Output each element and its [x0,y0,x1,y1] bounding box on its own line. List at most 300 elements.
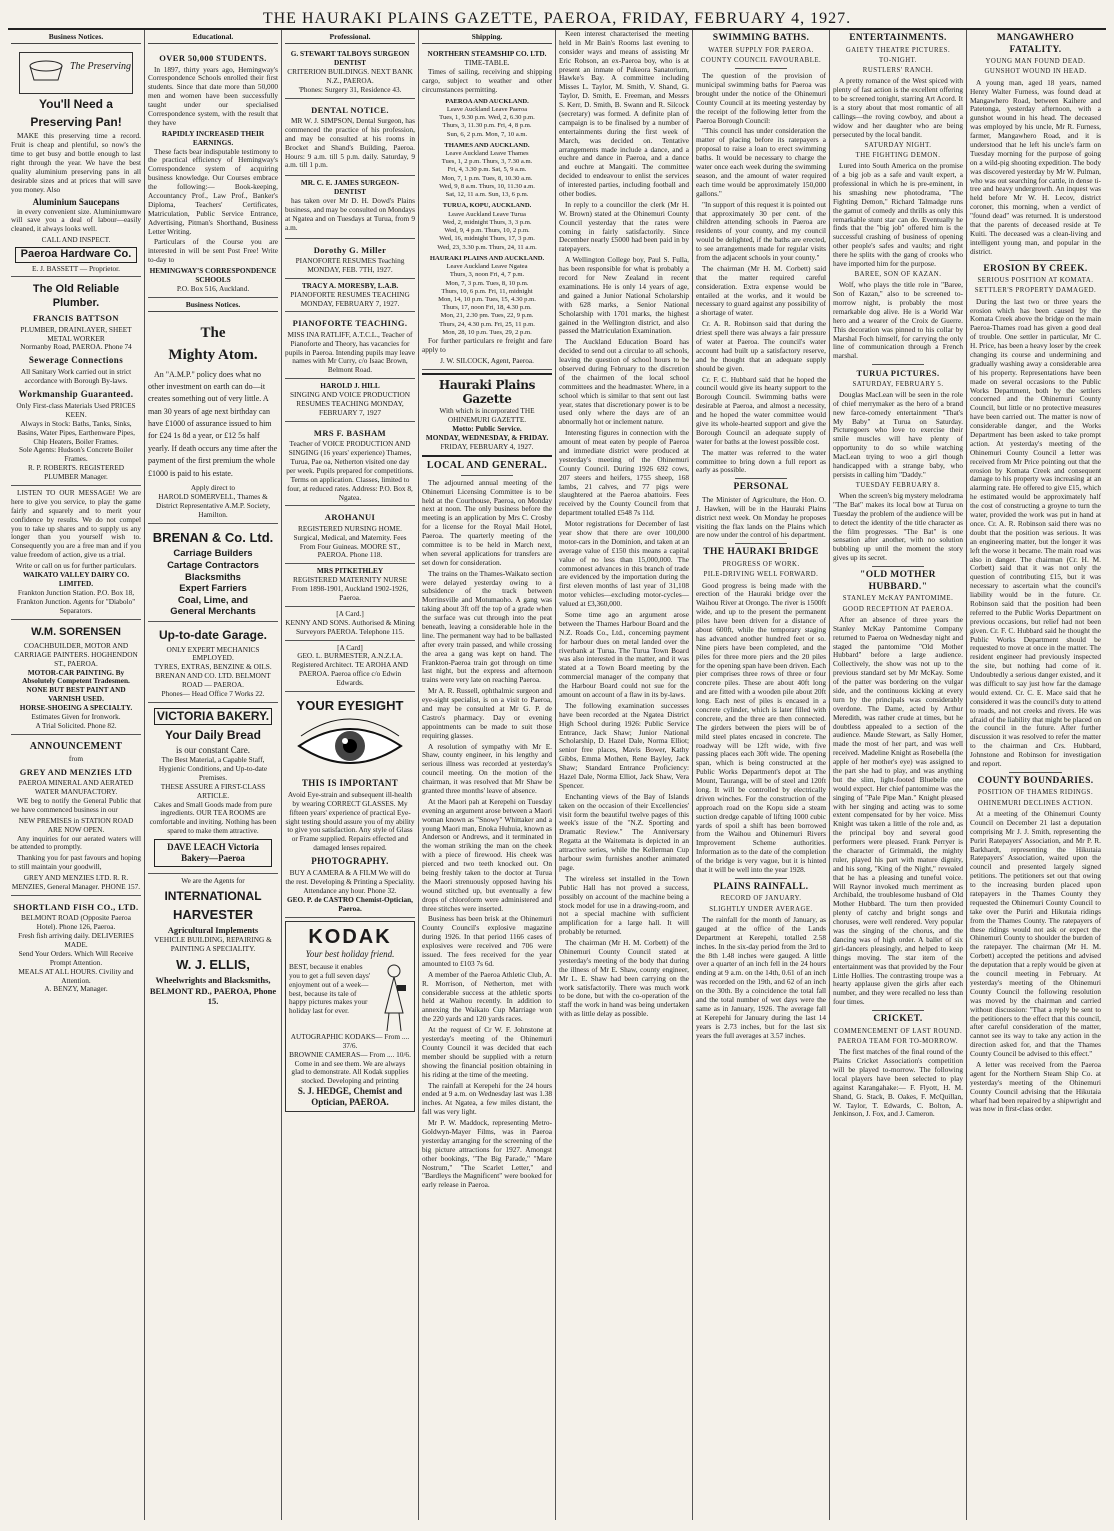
woman-figure-icon [377,963,411,1033]
shop-proprietor: E. J. BASSETT — Proprietor. [31,263,121,273]
talboys-ad [285,47,415,98]
column-3 [282,30,419,1520]
bakery-cakes: Cakes and Small Goods made from pure ingredients. OUR TEA ROOMS are comfortable and inviting. Nothing has been spared to make them attractive. [149,799,277,836]
erosion-sub2: SETTLER'S PROPERTY DAMAGED. [974,287,1097,295]
hill-ad [285,379,415,422]
listen-write: Write or call on us for further particulars. [15,561,137,571]
brenan-line-6: General Merchants [170,606,256,618]
divider [735,543,787,544]
timetable-row: Thurs, 3, 11.30 p.m. Fri, 4, 8 p.m. [442,122,532,130]
news-paragraph: "In support of this request it is pointed out that approximately 30 per cent. of the children attending schools in Paeroa are residents of your county, and my council would be delighted, if the baths are erected, to see arrangements made for regular visits from the adjacent schools in your county." [696,199,826,262]
kodak-price-2: BROWNIE CAMERAS— From .... 10/6. [289,1049,411,1059]
eyesight-signature: GEO. P. de CASTRO Chemist-Optician, Paeroa. [286,894,414,913]
bridge-sub: PROGRESS OF WORK. [722,560,800,568]
ent-saturday: SATURDAY NIGHT. [864,141,932,149]
local-general-paragraphs [422,479,552,1190]
fatality-body: A young man, aged 18 years, named Henry Walter Furness, was found dead at Mangawhero Road, between Kaihere and Patetonga, yesterday afternoon, with a gunshot wound in his head. The deceased was employed by his uncle, Mr R. Furness, farmer, Mangawhero Road, and it is understood that he left his uncle's farm on Tuesday morning for the purpose of going on a wild-pig shooting expedition. The body was discovered yesterday by Mr W. Pulman, who was out searching for cattle, in dense ti-tree and heavy undergrowth. An inquest was held before Mr W. H. Lecov, district coroner, this morning, when a verdict of "found dead" was returned. It is understood that the parents of deceased reside at Te Kuiti. The deceased was a clean-living and intelligent young man, and popular in the district. [970,77,1101,256]
pitkethley-ad [285,564,415,607]
turua-saturday: SATURDAY, FEBRUARY 5. [852,380,944,388]
gazette-nameplate [422,373,552,457]
column-header: Educational. [148,30,278,44]
divider [461,475,513,476]
column-2 [145,30,282,1520]
plumber-address: Normanby Road, PAEROA. Phone 74 [20,342,132,352]
personal-title: PERSONAL [733,482,789,493]
cricket-sub: COMMENCEMENT OF LAST ROUND. [833,1027,963,1035]
timetable-row: Wed, 23, 3.30 p.m. Thurs, 24, 11 a.m. [437,243,537,251]
gazette-title: Hauraki Plains Gazette [438,377,536,407]
erosion-sub: SERIOUS POSITION AT KOMATA. [977,277,1094,285]
fish-address: BELMONT ROAD (Opposite Paeroa Hotel). Phone 126, Paeroa. [21,913,131,932]
kodak-tag: Your best holiday friend. [305,948,395,959]
pan-icon [26,56,66,84]
plumber-stock: Always in Stock: Baths, Tanks, Sinks, Basins, Water Pipes, Earthenware Pipes, Chip Heaters, Boiler Frames. [17,418,135,446]
news-paragraph: Mr A. R. Russell, ophthalmic surgeon and eye-sight specialist, is on a visit to Paeroa, and may be consulted at Mr G. P. de Castro's pharmacy. Day or evening appointments can be made to suit those requiring glasses. [422,686,552,740]
brenan-line-1: Carriage Builders [173,548,253,560]
burmester-title: [A Card] [337,642,363,652]
bakery-assure: THESE ASSURE A FIRST-CLASS ARTICLE. [160,781,266,800]
timetable-row: Wed, 2, midnight Thurs, 3, 3 p.m. [442,218,532,226]
timetable-columns: Leave Auckland Leave Ngatea [446,263,528,271]
pitkethley-title: MRS PITKETHLEY [316,566,384,576]
ent-title: ENTERTAINMENTS. [849,33,947,43]
timetable-columns: Leave Auckland Leave Thames [445,150,529,157]
divider [735,878,787,879]
piano-title: PIANOFORTE TEACHING. [292,318,408,329]
fish-title: SHORTLAND FISH CO., LTD. [13,901,139,912]
hubbard-sub2: GOOD RECEPTION AT PAEROA. [842,605,954,613]
plumber-agents: Sole Agents: Hudson's Concrete Boiler Frames. [19,445,133,464]
columns [8,30,1106,1520]
workmanship-heading: Workmanship Guaranteed. [18,389,134,400]
timetable-row: Thurs, 10, 6 p.m. Fri, 11, midnight [441,287,533,295]
bridge-sub2: PILE-DRIVING WELL FORWARD. [703,571,819,579]
garage-line-2: TYRES, EXTRAS, BENZINE & OILS. [154,662,272,672]
moresby-title: TRACY A. MORESBY, L.A.B. [301,280,399,290]
timetable-row: Mon, 7, 3 p.m. Tues, 8, 10 p.m. [445,279,529,287]
timetable-row: Mon, 21, 2.30 pm. Tues, 22, 9 p.m. [440,312,534,320]
plumber-manager: R. P. ROBERTS. REGISTERED PLUMBER Manager. [27,463,125,482]
news-paragraph: At the Maori pah at Kerepehi on Tuesday evening an argument arose between a Maori woman known as "Snowy" Whittaker and a young Maori man, Enoka Huhuia, known as Anderson or Andrews, and it terminated in the woman striking the man on the cheek with a piece of firewood. His cheek was pierced and two teeth knocked out. On being freshly taken to the doctor at Turua the Maori strenuously opposed having his wound stitched up, but eventually a few drops of chloroform were administered and three stitches were inserted. [422,796,552,913]
news-paragraph: Mr P. W. Maddock, representing Metro-Goldwyn-Mayer Films, was in Paeroa yesterday arranging for the screening of the big picture attractions for 1927. Amongst other bookings, "The Big Parade," "Mare Nostrum," "The Scarlet Letter," and "Bardleys the Magnificent" were booked for early release in Paeroa. [422,1118,552,1190]
students-body2: These facts bear indisputable testimony to the practical efficiency of Hemingway's Correspondence system of acquiring business knowledge. Our Courses embrace the following:— Book-keeping, Accountancy Prof., Law Prof., Banker's Diploma, Teachers' Certificates, Matriculation, Public Service Entrance, Advertising, Pitman's Shorthand, Business Letter Writing. [148,146,278,236]
preserving-body: MAKE this preserving time a record. Fruit is cheap and plentiful, so now's the time to get busy and bottle enough to last right through the year. We have the best quality aluminium preserving pans in all desirable sizes and at prices that will save you money. Also [11,131,141,194]
turua-body2: When the screen's big mystery melodrama "The Bat" makes its local bow at Turua on Tuesday the problem of the audience will be to detect the identity of the title character as the film progresses. "The Bat" is one sensation after another, with no solution bubbling up until the moment the story gives up its secret. [833,491,963,563]
news-paragraph: In reply to a councillor the clerk (Mr H. W. Brown) stated at the Ohinemuri County Council yesterday that the rates were coming in fairly satisfactorily. Since December nearly £5000 had been paid in by ratepayers. [559,199,689,254]
gazette-date: FRIDAY, FEBRUARY 4, 1927. [440,441,534,451]
kodak-signature: S. J. HEDGE, Chemist and Optician, PAEROA. [297,1086,403,1108]
eyesight-ad [285,692,415,917]
harvester-t2: HARVESTER [173,906,253,922]
eye-icon [295,718,405,774]
students-body: In 1897, thirty years ago, Hemingway's Correspondence Schools enrolled their first students. Since that date more than 50,000 men and women have been successfully taught under our specialised Correspondence system, with the result that they have [148,64,278,127]
local-general-heading: LOCAL AND GENERAL. [426,459,548,471]
sewerage-heading: Sewerage Connections [28,355,124,366]
news-paragraph: Some time ago an argument arose between the Thames Harbour Board and the N.Z. Roads Co., Ltd., concerning payment for harbour dues on metal landed over the riverbank at Turua. The Turua Town Board was also interested in the matter, and it was stated at a Town Board meeting by the commercial manager of the company that the Harbour Board could not sue for the amount on account of a flaw in its by-laws. [559,610,689,700]
bridge-title: THE HAURAKI BRIDGE [703,547,819,558]
cricket-sub2: PAEROA TEAM FOR TO-MORROW. [837,1037,959,1045]
news-paragraph: Business has been brisk at the Ohinemuri County Council's explosive magazine during 1926. In that period 1166 cases of explosives were received and 706 were issued. The fees received for the year amounted to £103 7s 6d. [422,914,552,968]
ellis-name: W. J. ELLIS, [176,956,250,972]
aluminium-heading: Aluminium Saucepans [32,196,120,207]
brenan-line-5: Coal, Lime, and [177,594,249,606]
bakery-h2: is our constant Care. [176,745,250,756]
rain-title: PLAINS RAINFALL. [713,881,809,892]
plumber-ad [11,277,141,486]
garage-line-1: ONLY EXPERT MECHANICS EMPLOYED. [166,644,260,663]
timetable-row: Tues, 1, 2 p.m. Thurs, 3, 7.30 a.m. [441,158,533,166]
dairy-address: Frankton Junction Station. P.O. Box 18, Frankton Junction. Agents for "Diabolo" Separators. [16,587,136,615]
announcement-title: ANNOUNCEMENT [29,740,123,752]
moresby-body: PIANOFORTE RESUMES TEACHING MONDAY, FEBRUARY 7, 1927. [290,289,410,308]
divider [872,1010,924,1011]
burmester-ad [285,641,415,692]
harvester-line: VEHICLE BUILDING, REPAIRING & PAINTING A SPECIALITY. [154,934,272,953]
pitkethley-body: REGISTERED MATERNITY NURSE From 1898-1901, Auckland 1902-1926, Paeroa. [291,575,409,603]
steamship-agent: J. W. SILCOCK, Agent, Paeroa. [440,355,534,365]
timetable-title: PAEROA AND AUCKLAND. [445,97,529,105]
basham-title: MRS F. BASHAM [313,427,387,438]
ent-baree: BAREE, SON OF KAZAN. [854,270,942,278]
garage-line-4: Phones— Head Office 7 Works 22. [161,688,265,698]
basham-body: Teacher of VOICE PRODUCTION AND SINGING (16 years' experience) Thames, Turua, Pae oa, Netherton visited one day per week. Pupils prepared for competitions. Terms on application. Classes, limited to four, at reduced rates. Address: P.O. Box 8, Ngatea. [286,439,414,502]
column-4 [419,30,556,1520]
dairy-company: WAIKATO VALLEY DAIRY CO. LIMITED. [22,570,130,588]
kodak-ad [285,921,415,1113]
timetable-row: Wed, 9, 4 p.m. Thurs, 10, 2 p.m. [444,227,530,235]
dental-body: MR W. J. SIMPSON, Dental Surgeon, has commenced the practice of his profession, and may be consulted at his rooms in Brocket and Shand's Building, Paeroa. Hours: 9 a.m. till 5 p.m. daily. Saturday, 9 a.m. till 1 p.m. [285,115,415,170]
hemingway-box: P.O. Box 516, Auckland. [176,283,250,293]
hubbard-body: After an absence of three years the Stanley McKay Pantomime Company returned to Paeroa on Wednesday night and staged the pantomime "Old Mother Hubbard" before a large audience. Collectively, the show was not up to the previous standard set by Mr McKay. Some of the patter was bordering on the vulgar side, and the continuous kicking at every turn by the principals was considerably overdone. The Dame, acted by Arthur Meredith, was rather crude at times, but he doubtless appealed to a section of the audience. Maude Stewart, as Sally Homer, made the most of her part, and was well received. Madeline Knight as Rosebella (the apple of her mother's eye) was assigned to the part she had to play, and was anything but the slim, light-footed Bluebelle one would expect. Her chief pantomime was the singing of "Pale Pipe Man." Knight pleased with her singing and acting was to some extent compensated for by her voice. Miss Knight was taken a little of the role and, as the principal boy and several good performers were pleased. Frank Perryer is the character of Grimmaldi, the mighty ruler, played his part with mature dignity, and his song, "King of the Night," revealed that he has a pleasing and tuneful voice. Will Raynor invoked much merriment as Archibald, the troublesome husband of Old Mother Hubbard. The turn then provided plenty of catchy and bright songs and choruses, were well rendered. Very popular was the singing of the chorus, and the dancing was of high order. A ballet of six girl-dancers pleasingly, and helped to keep things moving. The star item of the entertainment was that provided by the Four Little Hollies. The contrasting troupe was a hearty applause given the girls after each number, and they were recalled no less than four times. [833,614,963,1007]
photography-title: PHOTOGRAPHY. [311,856,389,867]
news-paragraph: The question of the provision of municipal swimming baths for Paeroa was brought under the notice of the Ohinemuri County Council at its meeting yesterday by the receipt of the following letter from the Paeroa Borough Council: [696,71,826,125]
gazette-motto: Motto: Public Service. [452,423,522,433]
personal-body: The Minister of Agriculture, the Hon. O. J. Hawken, will be in the Hauraki Plains district next week. On Monday he proposes visiting the flax lands on the Plains which are now under the control of his department. [696,494,826,540]
james-body: has taken over Mr D. H. Dowd's Plains business, and may be consulted on Mondays at Ngatea and on Tuesdays at Turua, from 9 a.m. [285,196,415,232]
timetable-row: Mon, 7, 1 p.m. Tues, 8, 10.30 a.m. [441,174,533,182]
news-paragraph: Cr. A. R. Robinson said that during the driest spell there was always a fair pressure of water at Paeroa. The council's water account had built up a satisfactory reserve, and he thought that an adequate supply should be given. [696,319,826,373]
swimming-sub2: COUNTY COUNCIL FAVOURABLE. [700,56,822,64]
kenny-body: KENNY AND SONS. Authorised & Mining Surveyors PAEROA. Telephone 115. [285,617,415,636]
arohanui-title: AROHANUI [324,512,376,523]
ent-tonight: TO-NIGHT. [878,56,918,64]
news-paragraph: The trains on the Thames-Waikato section were delayed yesterday owing to a subsidence of the track between Morrinsville and Motumaoho. A gang was taking about 3ft off the top of a grade when the surface was cut through into the peat beneath, leaving a considerable hole in the line. The permanent way had to be ballasted after every train passed, and while crossing the area a gang was kept on hand. The Frankton-Paeroa train got through on time last night, but the express and afternoon trains were very late on reaching Paeroa. [422,568,552,685]
timetable-row: Thurs, 24, 4.30 p.m. Fri, 25, 11 p.m. [439,320,535,328]
kodak-body-row [289,963,411,1033]
eyesight-important: THIS IS IMPORTANT [301,777,399,788]
eyesight-title: YOUR EYESIGHT [296,698,404,714]
rain-sub: RECORD OF JANUARY. [720,895,802,903]
dental-title: DENTAL NOTICE. [311,104,389,115]
news-paragraphs [559,30,689,1019]
harvester-agents: We are the Agents for [181,876,245,886]
ent-fighting: THE FIGHTING DEMON. [855,151,941,159]
preserving-h2: Preserving Pan! [30,114,122,129]
timetable-row: Thurs, 3, noon Fri, 4, 7 p.m. [449,271,525,279]
news-paragraph: The rainfall at Kerepehi for the 24 hours ended at 9 a.m. on Wednesday last was 1.38 inches. At Ngatea, a few miles distant, the fall was very light. [422,1080,552,1117]
workmanship-body: Only First-class Materials Used PRICES KEEN. [16,401,136,419]
gazette-days: MONDAY, WEDNESDAY, & FRIDAY. [425,432,549,442]
harvester-t1: INTERNATIONAL [164,888,262,903]
announcement-mfr: PAEROA MINERAL AND AERATED WATER MANUFACTORY. [18,778,134,797]
miller-ad [285,239,415,279]
cricket-title: CRICKET. [873,1014,923,1025]
masthead: THE HAURAKI PLAINS GAZETTE, PAEROA, FRIDAY, FEBRUARY 4, 1927. [8,6,1106,30]
announcement-body: WE beg to notify the General Public that we have commenced business in our [11,796,141,814]
arohanui-ad [285,506,415,564]
sorensen-title: W.M. SORENSEN [31,625,121,638]
swimming-sub: WATER SUPPLY FOR PAEROA. [708,46,814,54]
announcement-from: from [68,754,84,763]
hill-title: HAROLD J. HILL [320,381,380,391]
ellis-trade: Wheelwrights and Blacksmiths, [155,975,271,986]
news-paragraph: Motor registrations for December of last year show that there are over 100,000 motor-cars in the Dominion, and taken at an average value of £150 this means a capital value of no less than 15,000,000. The commonest advances in this branch of trade are evidenced by the importation during the first eleven months of last year of 31,108 motor vehicles—excluding motor-cycles—valued at £3,360,000. [559,519,689,609]
steamship-ad [422,47,552,370]
boundaries-title: COUNTY BOUNDARIES. [977,775,1094,786]
sorensen-trial: A Trial Solicited. Phone 82. [35,720,117,730]
basham-ad [285,422,415,507]
bakery-h1: Your Daily Bread [165,727,261,742]
miller-title: Dorothy G. Miller [313,244,387,255]
rain-sub2: SLIGHTLY UNDER AVERAGE. [709,905,813,913]
news-paragraph: The matter was referred to the water committee to bring down a full report as early as possible. [696,447,826,475]
kenny-ad [285,607,415,641]
timetable-title: THAMES AND AUCKLAND. [444,141,530,149]
column-6 [693,30,830,1520]
plumber-title: The Old Reliable Plumber. [32,283,120,309]
timetable-row: Sat, 12, 11 a.m. Sun, 13, 6 p.m. [445,191,529,199]
plumber-name: FRANCIS BATTSON [33,313,119,324]
steamship-note: Times of sailing, receiving and shipping cargo, subject to weather and other circumstances permitting. [422,66,552,94]
burmester-body: GEO. L. BURMESTER, A.N.Z.I.A. Registered Architect. TE AROHA AND PAEROA. Paeroa office c/o Edwin Edwards. [291,651,409,688]
atom-body: An "A.M.P." policy does what no other investment on earth can do—it creates something out of very little. A man 30 years of age next birthday can have £1000 of assurance issued to him for £24 1s 8d a year, or £12 5s half yearly. If death occurs any time after the payment of the first premium the whole £1000 is paid to his estate. [148,369,278,478]
column-5 [556,30,693,1520]
atom-title-1: The [200,324,226,341]
fish-fresh: Fresh fish arriving daily. DELIVERIES MADE. [18,931,134,949]
brenan-line-2: Cartage Contractors [167,560,259,572]
column-1 [8,30,145,1520]
announcement-premises: NEW PREMISES in STATION ROAD ARE NOW OPEN. [18,815,134,834]
shop-name: Paeroa Hardware Co. [15,247,137,262]
students-rapid: RAPIDLY INCREASED THEIR EARNINGS. [161,128,265,147]
timetable-row: Wed, 16, midnight Thurs, 17, 3 p.m. [439,235,535,243]
divider [872,566,924,567]
garage-ad [148,622,278,703]
moresby-ad [285,279,415,313]
sorensen-horse: HORSE-SHOEING A SPECIALTY. [19,703,133,713]
fish-order: Send Your Orders. Which Will Receive Prompt Attention. [18,948,134,967]
kodak-come: Come in and see them. We are always glad to demonstrate. All Kodak supplies stocked. Developing and printing [291,1058,409,1086]
preserving-h1: You'll Need a [39,97,113,112]
bakery-signature: DAVE LEACH Victoria Bakery—Paeroa [154,839,272,867]
erosion-title: EROSION BY CREEK. [983,263,1088,274]
turua-tuesday: TUESDAY FEBRUARY 8. [855,481,941,489]
news-paragraph: Keen interest characterised the meeting held in Mr Bain's Rooms last evening to consider ways and means of assisting Mr Eric Robson, an ex-Paeroa boy, who is at present an inmate of Pukeora Sanatorium, Hawke's Bay. A committee including Misses L. Taylor, M. Smith, V. Shand, G. Taylor, D. Smith, E. Freeman, and Messrs S. Kerr, D. Smith, B. Swann and R. Silcock (secretary) was formed. A definite plan of campaign is to be finalised by a number of entertainments during the first week of March, was decided on. Tentative arrangements made include a dance, and a euchre and dance in Paeroa, and a dance and euchre at Mangaiti. The committee decided to endeavour to enlist the services of interested parties, including football and other bodies. [559,30,689,199]
sorensen-estimates: Estimates Given for Ironwork. [31,712,121,722]
talboys-address: CRITERION BUILDINGS. NEXT BANK N.Z., PAEROA. [287,66,413,85]
divider [735,478,787,479]
ent-gaiety: GAIETY THEATRE PICTURES. [845,46,951,54]
james-title: MR. C. E. JAMES SURGEON-DENTIST [300,178,400,197]
garage-title: Up-to-date Garage. [158,627,267,642]
news-paragraph: The Auckland Education Board has decided to send out a circular to all schools, leaving the question of school hours to be observed during February to the discretion of the chairmen of the local school committees and the headmaster. Where, in a school which is similar to that sent out last year, states that discretionary power is to be used only where the days are of an abnormally hot or inclement nature. [559,337,689,427]
fatality-sub: YOUNG MAN FOUND DEAD. [985,58,1086,66]
piano-body: MISS INA RATLIFF, A.T.C.L., Teacher of Pianoforte and Theory, has vacancies for pupils in Paeroa. Intending pupils may leave names with Mr Curry, c/o Isaac Brown, Belmont Road. [285,329,415,375]
timetable-row: Mon, 28, 10 p.m. Tues, 29, 2 p.m. [442,328,532,336]
news-paragraph: A member of the Paeroa Athletic Club, A. R. Morrison, of Netherton, met with considerable success at the athletic sports held at Waihou recently. In addition to annexing the Waikato Cup Marriage won the 220 yards and 120 yards races. [422,969,552,1024]
hardware-ad [11,47,141,277]
news-paragraph: A Wellington College boy, Paul S. Fulla, has been responsible for what is probably a record for New Zealand in recent examinations. He is only 14 years of age, and gained a Junior National Scholarship with 628 marks, a Senior National Scholarship with 1701 marks, the highest gained in the Wellington district, and also passed the Matriculation Examination. [559,255,689,336]
ellis-address: BELMONT RD., PAEROA, Phone 15. [149,985,277,1007]
harvester-t3: Agricultural Implements [167,925,259,936]
timetable-title: TURUA, KOPU, AUCKLAND. [442,202,532,210]
talboys-title: G. STEWART TALBOYS SURGEON DENTIST [290,49,410,68]
sorensen-trade: COACHBUILDER, MOTOR AND CARRIAGE PAINTERS. HOGHENDON ST., PAEROA. [14,640,138,668]
kodak-body: BEST, because it enables you to get a full seven days' enjoyment out of a week—best, because its tale of happy pictures makes your holiday last for ever. [289,961,371,1016]
garage-line-3: BRENAN AND CO. LTD. BELMONT ROAD — PAEROA. [155,671,271,690]
fatality-title: MANGAWHERO FATALITY. [996,33,1075,55]
fish-manager: A. BENZY, Manager. [44,984,108,994]
news-paragraph: A resolution of sympathy with Mr E. Shaw, county engineer, in his lengthy and serious illness was recorded at yesterday's council meeting. On the motion of the chairman, it was resolved that Mr Shaw be granted three months' leave of absence. [422,741,552,795]
bakery-title: VICTORIA BAKERY. [154,708,272,725]
announcement-firm: GREY AND MENZIES LTD [19,766,133,777]
divider [1009,772,1061,773]
ent-body2: Lured into South America on the promise of a big job as a safe and vault expert, a professional in which he is pre-eminent, in his smashing new photodrama, "The Fighting Demon," Richard Talmadge runs the gamut of comedy and thrills as only this remarkable stunt star can do. Eventually he finds that the "big job" offered him is the successful crashing of business of opening other people's safes and vaults; and right there he splits with the gang of crooks who have imported him for the purpose. [833,161,963,269]
gazette-incorporated: With which is incorporated THE OHINEMURI GAZETTE. [439,406,535,424]
divider [1009,260,1061,261]
timetable-columns: Leave Auckland Leave Paeroa [446,105,528,113]
timetable-row: Mon, 14, 10 p.m. Tues, 15, 4.30 p.m. [438,295,536,303]
announcement-enquiries: Any inquiries for our aerated waters will be attended to promptly. [11,833,141,852]
brenan-line-4: Expert Farriers [179,583,247,595]
piano-ad [285,312,415,379]
news-paragraph: The wireless set installed in the Town Public Hall has not proved a success, possibly on account of the machine being a stock model for use in a drawing-room, and not a special machine with sufficient amplification for a large hall. It will probably be returned. [559,873,689,937]
students-title: OVER 50,000 STUDENTS. [159,53,267,64]
timetables [422,98,552,338]
dental-ad [285,99,415,177]
timetable-row: Wed, 9, 8 a.m. Thurs, 10, 11.30 a.m. [439,182,535,190]
preserving-script: The Preserving [70,61,132,73]
hemingway-ad [148,47,278,298]
column-subheader: Business Notices. [148,298,278,312]
news-paragraph: At the request of Cr W. F. Johnstone at yesterday's meeting of the Ohinemuri County Council it was decided that each member should be supplied with a return showing the financial position obtaining in his riding at the time of the meeting. [422,1025,552,1079]
boundaries-sub2: OHINEMURI DECLINES ACTION. [977,799,1094,807]
divider [735,68,787,69]
call-inspect: CALL AND INSPECT. [41,235,111,245]
sorensen-paint: NONE BUT BEST PAINT AND VARNISH USED. [26,685,126,704]
sorensen-painting: MOTOR-CAR PAINTING. By Absolutely Competent Tradesmen. [22,667,130,686]
bakery-ad [148,703,278,874]
news-paragraph: The adjourned annual meeting of the Ohinemuri Licensing Committee is to be held at the Courthouse, Paeroa, on Monday next at noon. The only business before the meeting is an application by Mrs C. Crosby for a license for the Royal Mail Hotel, Paeroa. The quarterly meeting of the committee is to be held in March next, when several applications for transfers are set down for consideration. [422,477,552,567]
fish-ad [11,896,141,997]
announcement-thanks: Thanking you for past favours and hoping to still maintain your goodwill, [11,853,141,872]
timetable-row: Sun, 6, 2 p.m. Mon, 7, 10 a.m. [446,130,528,138]
hubbard-sub: STANLEY McKAY PANTOMIME. [842,595,954,603]
column-header: Professional. [285,30,415,44]
steamship-timetable: TIME-TABLE. [464,58,510,68]
amp-ad [148,315,278,524]
news-paragraph: "This council has under consideration the matter of placing before its ratepayers a proposal to raise a loan to erect swimming baths. It would be necessary to charge the water once each week during the swimming season, and the amount of water required each time would be approximately 150,000 gallons." [696,126,826,198]
atom-agent: HAROLD SOMERVELL, Thames & District Representative A.M.P. Society, Hamilton. [155,491,271,519]
kodak-logo: KODAK [308,925,392,948]
bridge-body: Good progress is being made with the erection of the Hauraki bridge over the Waihou River at Orongo. The river is 1500ft wide, and up to the present the permanent piles have been driven for a distance of about 600ft, while the temporary staging has advanced another hundred feet or so. Nine piers have been completed, and the piles for three more piers and the 20 piles for the opening span have been driven. Each pier comprises three rows of three or four concrete piles. These are about 40ft long and are fitted with a wooden pile about 20ft long. Each nest of piles is encased in a concrete cylinder, which is later filled with concrete, and the three are then connected. The girders between the piers will be of mild steel plates encased in concrete. The roadway will be 12ft wide, with five passing places each 30ft wide. The opening span, which is being constructed at the Public Works Department's depot at The Mount, Tauranga, will be of steel and 120ft long. It will be controlled by electrically driven winches. For the construction of the approach road on the Kopu side a steam suction dredge capable of lifting 1000 cubic yards of spoil a shift has been borrowed from the Waihou and Ohinemuri Rivers Improvement Scheme authorities. Information as to the date of the completion of the bridge is very vague, but it is hinted that it will be well into the year 1928. [696,580,826,874]
fatality-sub2: GUNSHOT WOUND IN HEAD. [984,68,1087,76]
talboys-phone: 'Phones: Surgery 31, Residence 43. [298,84,402,94]
turua-body: Douglas MacLean will be seen in the role of chief merrymaker as the hero of a brand new farce-comedy entertainment "That's My Baby" at Turua on Saturday. Picturegoers who love to exercise their smile muscles will have plenty of opportunity to do so while watching MacLean trying to woo a girl though handicapped with a strange baby, who persists in calling him "Daddy." [833,389,963,479]
ellis-ad [148,874,278,1009]
turua-title: TURUA PICTURES. [856,368,940,379]
column-header: Shipping. [422,30,552,44]
ent-body3: Wolf, who plays the title role in "Baree, Son of Kazan," also to be screened to-morrow night, is probably the most remarkable dog alive. He is a World War hero and a wearer of the Croix de Guerre. This decoration was pinned to his collar by Marshal Foch himself, for carrying the only line of communication through a French marshal. [833,280,963,361]
kodak-price-1: AUTOGRAPHIC KODAKS— From .... 37/6. [290,1031,410,1050]
rain-body: The rainfall for the month of January, as gauged at the office of the Lands Department at Kerepehi, totalled 2.58 inches. In the six-day period from the 3rd to the 8th 1.48 inches were gauged. A little over a quarter of an inch fell in the 24 hours ending at 9 a.m. on the 14th, 0.61 of an inch was recorded on the 19th, and 62 of an inch on the 30th. By a coincidence the total fall and the total number of wet days were the same as in January, 1926. The average fall at Kerepehi for January during the last 14 years is 2.73 inches, but for the last six years the full averages at 3.57 inches. [696,915,826,1040]
timetable-row: Thurs, 17, noon Fri, 18, 4.30 p.m. [442,304,532,312]
column-7 [830,30,967,1520]
timetable-row: Tues, 1, 9.30 p.m. Wed, 2, 6.30 p.m. [439,114,535,122]
atom-title-2: Mighty Atom. [168,347,258,364]
sewerage-body: All Sanitary Work carried out in strict accordance with Borough By-laws. [20,367,132,386]
eyesight-body: Avoid Eye-strain and subsequent ill-health by wearing CORRECT GLASSES. My fifteen years' experience of practical Eye-sight testing should assure you of my ability to give you satisfaction. Any style of Glass or Frame supplied. Repairs effected and damaged lenses repaired. [285,789,415,853]
aluminium-body: in every convenient size. Aluminiumware will save you a deal of labour—easily cleaned, it always looks well. [11,206,141,234]
ent-rustlers: RUSTLERS' RANCH. [862,67,934,75]
preserving-pan-illustration [19,52,133,94]
swimming-title: SWIMMING BATHS. [712,33,810,43]
listen-body: LISTEN TO OUR MESSAGE! We are here to give you service, to play the game fairly and squarely and to merit your confidence by results. We do not compel you to take up shares and to supply us any longer than you yourself wish to. Consequently you are a free man and if you value freedom of action, give us a trial. [11,488,141,560]
column-header: Business Notices. [11,30,141,44]
hemingway-name: HEMINGWAY'S CORRESPONDENCE SCHOOLS [149,266,277,284]
timetable-columns: Leave Auckland Leave Turua [448,210,526,218]
column-8 [967,30,1104,1520]
plumber-trade: PLUMBER, DRAINLAYER, SHEET METAL WORKER [20,324,132,343]
timetable-row: Fri, 4, 3.30 p.m. Sat, 5, 9 a.m. [447,166,527,174]
timetable-title: HAURAKI PLAINS AND AUCKLAND. [429,254,545,262]
news-paragraph: The chairman (Mr H. M. Corbett) said that the matter required careful consideration. Extra expense would be entailed at the works, and it would be necessary to guard against any possibility of a shortage of water. [696,263,826,318]
james-ad [285,176,415,238]
swimming-paragraphs [696,72,826,475]
cricket-body: The first matches of the final round of the Plains Cricket Association's competition will be played to-morrow. The following local players have been selected to play against Karangahake:— F. Flyott, H. M. Shand, G. Stack, B. Oakes, F. McQuillan, W. Taylor, T. Edwards, C. Bolton, A. Jenkinson, J. Fox, and J. Cameron. [833,1047,963,1119]
brenan-line-3: Blacksmiths [185,571,241,583]
boundaries-body: At a meeting of the Ohinemuri County Council on December 21 last a deputation comprising Mr J. J. Smith, representing the Puriri Ratepayers' Association, and Mr P. R. Barkhardt, representing the Hikutaia Ratepayers' Association, waited upon the council and presented largely signed petitions. The petitioners set out that owing to the increasing burden placed upon ratepayers in the Thames County they requested the Ohinemuri County Council to take over the Puriri and Hikutaia ridings from the Thames County. The ratepayers of these ridings would not ask or expect the Ohinemuri County to shoulder the burden of the ratepayer. The chairman (Mr H. M. Corbett) accepted the petitions and advised the deputation that a reply would be given at the council meeting in February. At yesterday's meeting of the Ohinemuri County Council the following resolution was moved by the chairman and carried without discussion: "That a reply be sent to the petitioners to the effect that this council, after careful consideration of the matter, cannot see its way to take any action in the direction asked for, and that the Thames County Council be advised to this effect." [970,809,1101,1059]
hubbard-title: "OLD MOTHER HUBBARD." [860,570,936,592]
bakery-body: The Best Material, a Capable Staff, Hygienic Conditions, and Up-to-date Premises. [158,755,268,782]
students-body3: Particulars of the Course you are interested in will be sent Post Free! Write to-day to [148,237,278,265]
news-paragraph: Interesting figures in connection with the amount of meat eaten by people of Paeroa and immediate district were produced at yesterday's meeting of the Ohinemuri County Council. During 1926 692 cows, 207 steers and heifers, 1755 sheep, 168 lambs, 21 calves, and 77 pigs were slaughtered at the Paeroa abattoirs. Fees received by the County Council from that department totalled £548 7s 11d. [559,428,689,518]
news-paragraph: Cr. F. C. Hubbard said that he hoped the council would give its hearty support to the Borough Council. Swimming baths were desirable at Paeroa, and almost a necessity, and he hoped the water committee would give its whole-hearted support and give the Borough Council an adequate supply of water for baths at the lowest possible cost. [696,374,826,446]
arohanui-body: REGISTERED NURSING HOME. Surgical, Medical, and Maternity. Fees From Four Guineas. MOORE ST., PAEROA. Phone 118. [293,523,407,560]
news-paragraph: Enchanting views of the Bay of Islands taken on the occasion of their Excellencies' visit form the beautiful twelve pages of this week's issue of the "N.Z. Sporting and Dramatic Review." The Anniversary Regatta at the Waitemata is depicted in an attractive series, while the Kellerman Cup harbour swim furnishes another animated page. [559,791,689,872]
hill-body: SINGING AND VOICE PRODUCTION RESUMES TEACHING MONDAY, FEBRUARY 7, 1927 [289,390,411,417]
steamship-title: NORTHERN STEAMSHIP CO. LTD. [427,49,547,59]
news-paragraph: The following examination successes have been recorded at the Ngatea District High School during 1926: Public Service Entrance, Jack Shaw; Junior National Scholarship, D. Hazel Dale, Norma Elliot; senior free places, Mavis Bower, Kathy Gibbs, Emma Mothen, Rene Bayley, Jack Shaw; Standard Entrance Proficiency: Hazel Dale, Norma Elliot, Jack Shaw, Vera Spencer. [559,700,689,790]
ent-body1: A pretty romance of the West spiced with plenty of fast action is the excellent offering to be screened tonight, starring Art Acord. It is a story about that most romantic of all callings—the roving cowboy, and about a widow and her daughter who are being persecuted by the local bandit. [833,76,963,139]
steamship-further: For further particulars re freight and fare apply to [422,336,552,355]
photography-body: BUY A CAMERA & A FILM We will do the rest. Developing & Printing a Speciality. Attendance any hour. Phone 32. [285,868,415,895]
announcement-signature: GREY AND MENZIES LTD. R. R. MENZIES, General Manager. PHONE 157. [11,873,141,892]
atom-apply: Apply direct to [190,483,236,493]
boundaries-sub: POSITION OF THAMES RIDINGS. [977,789,1094,797]
fish-meals: MEALS AT ALL HOURS. Civility and Attention. [18,966,134,985]
erosion-body: During the last two or three years the erosion which has been caused by the Komata Creek above the bridge on the main Paeroa-Thames road has given a good deal of trouble. One settler in particular, Mr C. H. Price, has been a heavy loser by the creek changing its course and undermining and gradually washing away a considerable area of his property. Representations have been made on several occasions to the Public Works Department, both by the settlers concerned and the Ohinemuri County Council, but little or no protective measures have been carried out. The matter is now of considerable danger, and the Works Department has been asked to take prompt action. At yesterday's meeting of the Ohinemuri County Council a letter was received from Mr Price pointing out that the erosion by Komata Creek and consequent damage to his property was increasing at an alarming rate. He offered to give £15, which he estimated would be approximately half the cost of constructing a groyne to turn the water, provided the work was put in hand at once. Cr. A. R. Robinson said there was no doubt that the position was serious. It was an engineering matter, but the longer it was left the worse it became. The main road was also in danger. The chairman (Cr. H. M. Corbett) said that it was not only the question of contributing £15, but it was necessary to ascertain what the council's liability would be in the future. Cr. Robinson said that the position had been referred to the Public Works Department on previous occasions, but relief had not been given. Cr. F. C. Hubbard said he thought the Public Works Department should be requested to move at once in the matter. The resident engineer had previously inspected the site, but nothing had come of it. Undoubtedly a serious danger existed, and it was difficult to say just how far the damage would extend. Cr. C. E. Mace said that he considered it was the council's duty to attend to roads, and not creeks and rivers. He was afraid of the liability that might be placed on the council in the future. After further discussion it was resolved to refer the matter to the chairman and Crs. Hubbard, Johnstone and Robinson for investigation and report. [970,296,1101,768]
brenan-ad [148,524,278,622]
brenan-title: BRENAN & Co. Ltd. [152,529,274,545]
news-paragraph: The chairman (Mr H. M. Corbett) of the Ohinemuri County Council stated at yesterday's meeting of the body that during the illness of Mr E. Shaw, county engineer, Mr L. E. Shaw had been carrying on the work satisfactorily. There was much work to be done, but with the co-operation of the staff the work in hand was being undertaken with as little delay as possible. [559,938,689,1019]
boundaries-tail: A letter was received from the Paeroa agent for the Northern Steam Ship Co. at yesterday's meeting of the Ohinemuri County Council advising that the Hikutaia wharf had been repaired by a shipwright and was now in first-class order. [970,1059,1101,1114]
sorensen-ad [11,620,141,735]
kenny-title: [A Card.] [336,608,364,618]
miller-body: PIANOFORTE RESUMES Teaching MONDAY, FEB. 7TH, 1927. [295,256,405,274]
announcement-ad [11,735,141,896]
divider [872,364,924,365]
